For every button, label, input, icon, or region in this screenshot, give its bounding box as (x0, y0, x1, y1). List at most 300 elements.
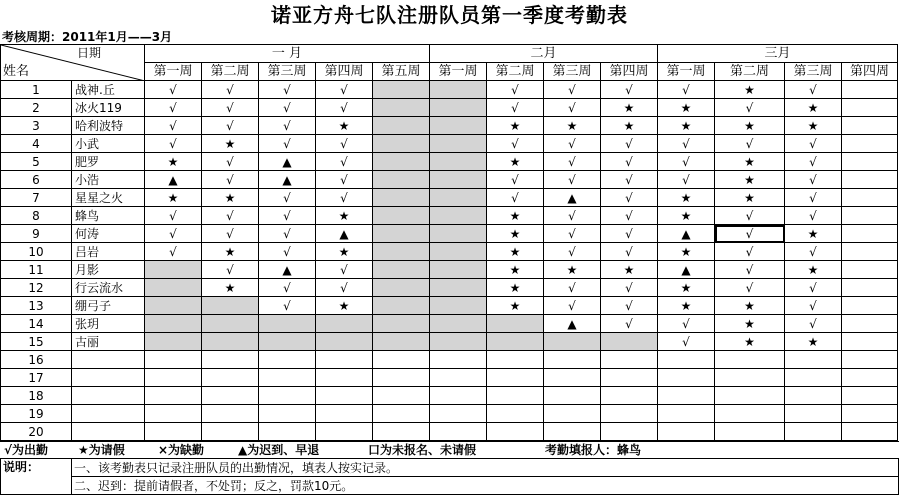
attendance-cell[interactable] (842, 387, 898, 405)
attendance-cell[interactable]: √ (715, 279, 785, 297)
attendance-cell[interactable] (842, 153, 898, 171)
attendance-cell[interactable] (202, 405, 259, 423)
attendance-cell[interactable]: √ (601, 297, 658, 315)
attendance-cell[interactable]: √ (715, 99, 785, 117)
attendance-cell[interactable]: ★ (715, 81, 785, 99)
attendance-cell[interactable]: ★ (487, 207, 544, 225)
attendance-cell[interactable] (373, 387, 430, 405)
attendance-cell[interactable] (430, 297, 487, 315)
attendance-cell[interactable]: √ (785, 171, 842, 189)
attendance-cell[interactable]: ★ (202, 135, 259, 153)
attendance-cell[interactable]: √ (785, 243, 842, 261)
attendance-cell[interactable] (842, 279, 898, 297)
attendance-cell[interactable]: ★ (715, 189, 785, 207)
attendance-cell[interactable] (842, 369, 898, 387)
attendance-cell[interactable]: √ (785, 153, 842, 171)
attendance-cell[interactable]: √ (785, 297, 842, 315)
member-name[interactable]: 星星之火 (72, 189, 145, 207)
attendance-cell[interactable]: √ (145, 225, 202, 243)
member-name[interactable]: 哈利波特 (72, 117, 145, 135)
attendance-cell[interactable] (202, 387, 259, 405)
attendance-cell[interactable] (373, 243, 430, 261)
attendance-cell[interactable]: ★ (601, 261, 658, 279)
attendance-cell[interactable] (544, 423, 601, 441)
attendance-cell[interactable] (202, 333, 259, 351)
member-name[interactable]: 何涛 (72, 225, 145, 243)
attendance-cell[interactable]: √ (785, 81, 842, 99)
attendance-cell[interactable]: √ (544, 297, 601, 315)
attendance-cell[interactable]: √ (715, 261, 785, 279)
attendance-cell[interactable] (842, 81, 898, 99)
attendance-cell[interactable] (715, 369, 785, 387)
attendance-cell[interactable]: ★ (202, 243, 259, 261)
attendance-cell[interactable]: √ (316, 261, 373, 279)
attendance-cell[interactable]: √ (544, 279, 601, 297)
attendance-cell[interactable] (785, 423, 842, 441)
attendance-cell[interactable]: √ (202, 225, 259, 243)
attendance-cell[interactable] (487, 315, 544, 333)
attendance-cell[interactable]: √ (145, 117, 202, 135)
week-header: 第一周 (430, 63, 487, 81)
member-name[interactable]: 月影 (72, 261, 145, 279)
attendance-cell[interactable] (202, 297, 259, 315)
table-row (1, 171, 898, 189)
attendance-cell[interactable]: ★ (658, 117, 715, 135)
attendance-cell[interactable] (145, 405, 202, 423)
attendance-cell[interactable] (430, 153, 487, 171)
attendance-cell[interactable] (202, 423, 259, 441)
attendance-cell[interactable]: √ (785, 315, 842, 333)
attendance-cell[interactable] (430, 387, 487, 405)
attendance-cell[interactable]: ★ (715, 315, 785, 333)
attendance-cell[interactable]: √ (202, 117, 259, 135)
attendance-cell[interactable]: √ (259, 207, 316, 225)
attendance-cell[interactable]: ★ (715, 333, 785, 351)
attendance-cell[interactable] (373, 297, 430, 315)
attendance-cell[interactable]: √ (601, 243, 658, 261)
attendance-cell[interactable]: √ (487, 189, 544, 207)
attendance-cell[interactable]: √ (601, 225, 658, 243)
attendance-cell[interactable]: √ (487, 99, 544, 117)
attendance-cell[interactable]: √ (544, 243, 601, 261)
attendance-cell[interactable]: ★ (715, 171, 785, 189)
attendance-cell[interactable] (430, 351, 487, 369)
week-header: 第四周 (601, 63, 658, 81)
attendance-cell[interactable] (259, 351, 316, 369)
attendance-cell[interactable]: √ (316, 135, 373, 153)
attendance-cell[interactable]: √ (259, 117, 316, 135)
attendance-table (0, 44, 898, 441)
attendance-cell[interactable]: ▲ (544, 189, 601, 207)
attendance-cell[interactable] (430, 207, 487, 225)
attendance-cell[interactable]: √ (785, 135, 842, 153)
attendance-cell[interactable]: √ (658, 153, 715, 171)
attendance-cell[interactable]: √ (544, 207, 601, 225)
member-name[interactable]: 肥罗 (72, 153, 145, 171)
member-name[interactable] (72, 351, 145, 369)
attendance-cell[interactable]: ★ (487, 297, 544, 315)
attendance-cell[interactable]: √ (145, 99, 202, 117)
attendance-cell[interactable] (202, 315, 259, 333)
attendance-cell[interactable]: √ (259, 135, 316, 153)
attendance-cell[interactable] (842, 171, 898, 189)
member-name[interactable]: 绷弓子 (72, 297, 145, 315)
row-number: 18 (1, 387, 72, 405)
attendance-cell[interactable]: ▲ (259, 171, 316, 189)
attendance-cell[interactable] (785, 387, 842, 405)
attendance-cell[interactable]: √ (715, 243, 785, 261)
attendance-cell[interactable] (842, 225, 898, 243)
attendance-cell[interactable] (487, 333, 544, 351)
attendance-cell[interactable]: ★ (487, 261, 544, 279)
attendance-cell[interactable]: ★ (544, 261, 601, 279)
member-name[interactable]: 冰火119 (72, 99, 145, 117)
attendance-cell[interactable]: √ (259, 99, 316, 117)
attendance-cell[interactable] (544, 351, 601, 369)
attendance-cell[interactable] (601, 351, 658, 369)
attendance-cell[interactable]: √ (259, 297, 316, 315)
week-header: 第二周 (487, 63, 544, 81)
member-name[interactable]: 战神.丘 (72, 81, 145, 99)
attendance-cell[interactable]: √ (259, 81, 316, 99)
attendance-cell[interactable]: ▲ (658, 261, 715, 279)
attendance-cell[interactable]: ★ (487, 117, 544, 135)
attendance-cell[interactable] (842, 117, 898, 135)
attendance-cell[interactable] (430, 135, 487, 153)
attendance-cell[interactable]: ★ (487, 279, 544, 297)
attendance-cell[interactable] (373, 117, 430, 135)
attendance-cell[interactable] (373, 261, 430, 279)
attendance-cell[interactable]: √ (316, 153, 373, 171)
attendance-cell[interactable]: √ (785, 189, 842, 207)
attendance-cell[interactable]: ▲ (316, 225, 373, 243)
table-row (1, 387, 898, 405)
attendance-cell[interactable]: √ (544, 153, 601, 171)
attendance-cell[interactable] (785, 405, 842, 423)
attendance-cell[interactable] (373, 99, 430, 117)
attendance-cell[interactable]: √ (145, 81, 202, 99)
member-name[interactable]: 行云流水 (72, 279, 145, 297)
attendance-cell[interactable]: ★ (487, 153, 544, 171)
attendance-cell[interactable] (601, 405, 658, 423)
attendance-cell[interactable] (373, 369, 430, 387)
attendance-cell[interactable]: √ (601, 135, 658, 153)
attendance-cell[interactable] (842, 261, 898, 279)
attendance-cell[interactable]: √ (202, 207, 259, 225)
attendance-cell[interactable] (430, 405, 487, 423)
attendance-cell[interactable] (658, 351, 715, 369)
attendance-cell[interactable]: √ (145, 135, 202, 153)
attendance-cell[interactable]: √ (544, 171, 601, 189)
attendance-cell[interactable] (373, 351, 430, 369)
attendance-cell[interactable]: √ (785, 207, 842, 225)
attendance-cell[interactable] (373, 171, 430, 189)
attendance-cell[interactable] (487, 387, 544, 405)
attendance-cell[interactable] (544, 333, 601, 351)
attendance-cell[interactable] (430, 315, 487, 333)
attendance-cell[interactable]: √ (544, 81, 601, 99)
row-number: 12 (1, 279, 72, 297)
attendance-cell[interactable]: √ (601, 315, 658, 333)
attendance-cell[interactable]: √ (487, 135, 544, 153)
attendance-cell[interactable]: ★ (785, 333, 842, 351)
attendance-cell[interactable]: √ (145, 243, 202, 261)
member-name[interactable]: 蜂鸟 (72, 207, 145, 225)
attendance-cell[interactable] (487, 405, 544, 423)
attendance-cell[interactable] (430, 117, 487, 135)
attendance-cell[interactable]: ★ (601, 99, 658, 117)
attendance-cell[interactable]: √ (316, 99, 373, 117)
attendance-cell[interactable]: √ (601, 279, 658, 297)
attendance-cell[interactable] (430, 279, 487, 297)
attendance-cell[interactable] (202, 351, 259, 369)
attendance-cell[interactable] (544, 387, 601, 405)
row-number: 14 (1, 315, 72, 333)
attendance-cell[interactable] (842, 351, 898, 369)
attendance-cell[interactable] (373, 315, 430, 333)
attendance-cell[interactable] (430, 333, 487, 351)
attendance-cell[interactable] (430, 423, 487, 441)
table-row (1, 351, 898, 369)
attendance-cell[interactable]: √ (202, 171, 259, 189)
attendance-cell[interactable] (487, 423, 544, 441)
attendance-cell[interactable]: ★ (316, 243, 373, 261)
attendance-cell[interactable]: ▲ (259, 261, 316, 279)
attendance-cell[interactable] (430, 189, 487, 207)
attendance-cell[interactable]: ★ (601, 117, 658, 135)
attendance-cell[interactable]: √ (715, 225, 785, 243)
member-name[interactable]: 张玥 (72, 315, 145, 333)
attendance-cell[interactable]: ★ (658, 207, 715, 225)
attendance-cell[interactable]: √ (601, 81, 658, 99)
attendance-cell[interactable]: ★ (145, 189, 202, 207)
attendance-cell[interactable]: √ (715, 135, 785, 153)
attendance-cell[interactable] (601, 387, 658, 405)
member-name[interactable]: 小浩 (72, 171, 145, 189)
attendance-cell[interactable] (430, 261, 487, 279)
table-row (1, 261, 898, 279)
member-name[interactable]: 古丽 (72, 333, 145, 351)
attendance-cell[interactable] (544, 405, 601, 423)
attendance-cell[interactable] (601, 333, 658, 351)
attendance-cell[interactable]: √ (544, 99, 601, 117)
attendance-cell[interactable] (842, 333, 898, 351)
attendance-cell[interactable] (145, 297, 202, 315)
attendance-cell[interactable]: ★ (658, 297, 715, 315)
attendance-cell[interactable]: ★ (544, 117, 601, 135)
attendance-cell[interactable]: √ (487, 171, 544, 189)
attendance-cell[interactable]: √ (487, 81, 544, 99)
attendance-cell[interactable] (842, 99, 898, 117)
attendance-cell[interactable]: √ (202, 261, 259, 279)
attendance-cell[interactable]: ★ (785, 261, 842, 279)
attendance-cell[interactable] (658, 387, 715, 405)
row-number: 6 (1, 171, 72, 189)
attendance-cell[interactable]: √ (601, 189, 658, 207)
attendance-cell[interactable]: ★ (785, 99, 842, 117)
attendance-cell[interactable]: √ (259, 225, 316, 243)
attendance-cell[interactable] (316, 423, 373, 441)
attendance-cell[interactable]: ▲ (145, 171, 202, 189)
attendance-cell[interactable] (373, 81, 430, 99)
notes-table (0, 458, 899, 495)
member-name[interactable] (72, 405, 145, 423)
attendance-cell[interactable]: √ (316, 171, 373, 189)
attendance-cell[interactable]: √ (658, 333, 715, 351)
attendance-cell[interactable] (842, 297, 898, 315)
member-name[interactable] (72, 369, 145, 387)
attendance-cell[interactable] (373, 333, 430, 351)
attendance-cell[interactable] (373, 225, 430, 243)
attendance-cell[interactable] (145, 369, 202, 387)
member-name[interactable]: 吕岩 (72, 243, 145, 261)
attendance-cell[interactable] (373, 153, 430, 171)
attendance-cell[interactable] (785, 369, 842, 387)
attendance-cell[interactable]: ★ (658, 279, 715, 297)
attendance-cell[interactable] (715, 387, 785, 405)
attendance-cell[interactable]: √ (202, 99, 259, 117)
attendance-cell[interactable] (487, 351, 544, 369)
attendance-cell[interactable]: √ (259, 189, 316, 207)
attendance-cell[interactable] (601, 369, 658, 387)
attendance-cell[interactable]: ★ (145, 153, 202, 171)
attendance-cell[interactable]: √ (601, 171, 658, 189)
attendance-cell[interactable] (373, 207, 430, 225)
attendance-cell[interactable] (373, 405, 430, 423)
attendance-cell[interactable] (316, 405, 373, 423)
attendance-cell[interactable] (601, 423, 658, 441)
attendance-cell[interactable]: √ (145, 207, 202, 225)
attendance-cell[interactable] (145, 387, 202, 405)
attendance-cell[interactable]: √ (259, 243, 316, 261)
attendance-cell[interactable]: ★ (202, 189, 259, 207)
attendance-cell[interactable]: ▲ (544, 315, 601, 333)
attendance-cell[interactable]: √ (544, 135, 601, 153)
attendance-cell[interactable]: ★ (715, 297, 785, 315)
table-row (1, 315, 898, 333)
attendance-cell[interactable] (145, 333, 202, 351)
attendance-cell[interactable] (430, 225, 487, 243)
attendance-cell[interactable]: √ (544, 225, 601, 243)
attendance-cell[interactable]: ★ (715, 117, 785, 135)
attendance-cell[interactable] (715, 351, 785, 369)
attendance-cell[interactable]: ★ (785, 117, 842, 135)
attendance-cell[interactable]: ★ (658, 99, 715, 117)
attendance-cell[interactable] (842, 135, 898, 153)
attendance-cell[interactable]: ★ (658, 243, 715, 261)
member-name[interactable] (72, 387, 145, 405)
attendance-cell[interactable] (842, 189, 898, 207)
attendance-cell[interactable]: √ (658, 135, 715, 153)
table-row (1, 99, 898, 117)
row-number: 2 (1, 99, 72, 117)
attendance-cell[interactable] (259, 333, 316, 351)
period-label: 考核周期：2011年1月——3月 (2, 30, 173, 44)
attendance-cell[interactable]: ★ (487, 243, 544, 261)
attendance-cell[interactable] (715, 423, 785, 441)
attendance-cell[interactable]: √ (316, 81, 373, 99)
attendance-cell[interactable] (658, 369, 715, 387)
row-number: 15 (1, 333, 72, 351)
attendance-cell[interactable] (373, 279, 430, 297)
attendance-cell[interactable] (544, 369, 601, 387)
table-row (1, 189, 898, 207)
attendance-cell[interactable]: ★ (316, 297, 373, 315)
attendance-cell[interactable] (316, 351, 373, 369)
attendance-cell[interactable] (430, 81, 487, 99)
attendance-cell[interactable]: √ (658, 171, 715, 189)
attendance-cell[interactable]: ★ (715, 153, 785, 171)
attendance-cell[interactable] (259, 387, 316, 405)
member-name[interactable] (72, 423, 145, 441)
attendance-cell[interactable]: ★ (202, 279, 259, 297)
attendance-cell[interactable] (373, 135, 430, 153)
attendance-cell[interactable] (430, 171, 487, 189)
attendance-cell[interactable] (145, 279, 202, 297)
attendance-cell[interactable]: ★ (785, 225, 842, 243)
member-name[interactable]: 小武 (72, 135, 145, 153)
attendance-cell[interactable] (259, 315, 316, 333)
attendance-cell[interactable] (316, 387, 373, 405)
attendance-cell[interactable]: √ (601, 207, 658, 225)
attendance-cell[interactable]: ▲ (658, 225, 715, 243)
attendance-cell[interactable]: ★ (658, 189, 715, 207)
attendance-cell[interactable]: ▲ (259, 153, 316, 171)
attendance-cell[interactable] (658, 405, 715, 423)
attendance-cell[interactable] (373, 189, 430, 207)
week-header: 第四周 (316, 63, 373, 81)
attendance-cell[interactable] (715, 405, 785, 423)
attendance-cell[interactable] (259, 423, 316, 441)
attendance-cell[interactable] (316, 333, 373, 351)
attendance-cell[interactable]: √ (601, 153, 658, 171)
attendance-cell[interactable] (259, 369, 316, 387)
attendance-cell[interactable] (842, 315, 898, 333)
attendance-cell[interactable] (145, 315, 202, 333)
attendance-cell[interactable]: ★ (487, 225, 544, 243)
attendance-cell[interactable] (259, 405, 316, 423)
attendance-cell[interactable] (658, 423, 715, 441)
attendance-cell[interactable]: √ (316, 189, 373, 207)
attendance-cell[interactable] (145, 261, 202, 279)
attendance-cell[interactable] (785, 351, 842, 369)
attendance-cell[interactable] (145, 423, 202, 441)
attendance-cell[interactable] (145, 351, 202, 369)
attendance-cell[interactable] (430, 369, 487, 387)
attendance-cell[interactable]: √ (658, 315, 715, 333)
attendance-cell[interactable] (202, 369, 259, 387)
attendance-cell[interactable]: √ (202, 153, 259, 171)
attendance-cell[interactable] (430, 99, 487, 117)
attendance-cell[interactable] (373, 423, 430, 441)
attendance-cell[interactable] (842, 423, 898, 441)
attendance-cell[interactable]: √ (715, 207, 785, 225)
attendance-cell[interactable]: √ (202, 81, 259, 99)
attendance-cell[interactable] (316, 315, 373, 333)
attendance-cell[interactable] (842, 243, 898, 261)
attendance-cell[interactable]: √ (658, 81, 715, 99)
attendance-cell[interactable]: ★ (316, 117, 373, 135)
attendance-cell[interactable] (842, 405, 898, 423)
attendance-cell[interactable] (842, 207, 898, 225)
attendance-cell[interactable]: √ (259, 279, 316, 297)
attendance-cell[interactable] (487, 369, 544, 387)
attendance-cell[interactable]: √ (785, 279, 842, 297)
attendance-cell[interactable] (316, 369, 373, 387)
attendance-cell[interactable] (430, 243, 487, 261)
attendance-cell[interactable]: ★ (316, 207, 373, 225)
attendance-cell[interactable]: √ (316, 279, 373, 297)
